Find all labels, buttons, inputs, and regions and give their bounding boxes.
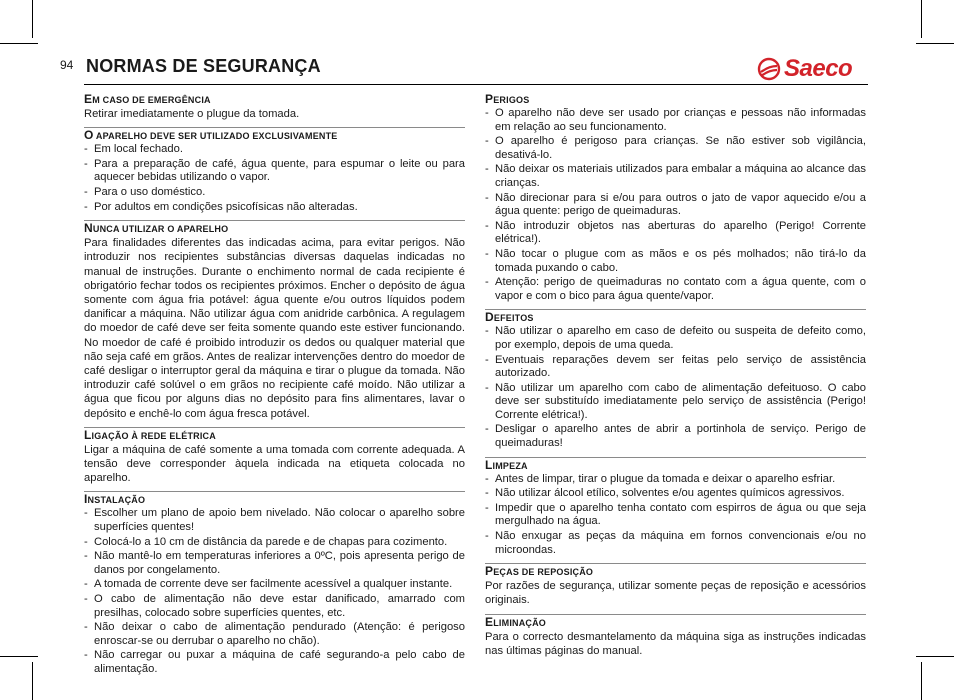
list-item: - O aparelho é perigoso para crianças. Se não estiver sob vigilância, desativá-lo. [485, 135, 866, 162]
crop-mark [0, 43, 38, 44]
list-item: - Não deixar os materiais utilizados para embalar a máquina ao alcance das crianças. [485, 163, 866, 190]
section-heading: EM CASO DE EMERGÊNCIA [84, 92, 211, 106]
section-paragraph: Para finalidades diferentes das indicadas acima, para evitar perigos. Não introduzir nos recipientes substâncias diversas daquelas indicadas no manual de instruções. Durante o enchimento normal de cada recipiente é obrigatório fechar todos os recipientes próximos. Encher o depósito de água somente com água fria potável: água quente e/ou outros líquidos podem danificar a máquina. Não utilizar água com anidride carbônica. A regulagem do moedor de café deve ser feita somente quando este estiver funcionando. No moedor de café é proibido introduzir os dedos ou qualquer material que não seja café em grãos. Antes de realizar intervenções dentro do moedor de café desligar o interruptor geral da máquina e tirar o plugue da tomada. Não introduzir café solúvel o em grãos no recipiente café moído. Não utilizar a água que ficou por alguns dias no depósito para fins alimentares, lavar o depósito e enchê-lo com água fresca potável. [84, 237, 465, 420]
list-item: - Em local fechado. [84, 143, 465, 157]
section-heading: INSTALAÇÃO [84, 491, 465, 506]
page-title: NORMAS DE SEGURANÇA [86, 56, 321, 76]
section-heading: NUNCA UTILIZAR O APARELHO [84, 220, 465, 235]
bullet-list [485, 473, 866, 558]
crop-mark [32, 662, 33, 700]
list-item: - Para o uso doméstico. [84, 186, 465, 200]
bullet-list [84, 507, 465, 676]
list-item: - Não utilizar um aparelho com cabo de alimentação defeituoso. O cabo deve ser substituído imediatamente pelo serviço de assistência (Perigo! Corrente elétrica!). [485, 382, 866, 423]
list-item: - Não tocar o plugue com as mãos e os pés molhados; não tirá-lo da tomada puxando o cabo. [485, 248, 866, 275]
bullet-list [84, 143, 465, 214]
saeco-emblem-icon [757, 57, 781, 81]
section [84, 94, 465, 121]
left-column [84, 94, 465, 683]
section [84, 220, 465, 421]
bullet-list [485, 107, 866, 303]
list-item: - Não carregar ou puxar a máquina de café segurando-a pelo cabo de alimentação. [84, 649, 465, 676]
saeco-logo [757, 55, 869, 83]
header-rule [84, 84, 868, 85]
list-item: - Escolher um plano de apoio bem nivelado. Não colocar o aparelho sobre superfícies quentes! [84, 507, 465, 534]
list-item: - Impedir que o aparelho tenha contato com espirros de água ou que seja mergulhado na água. [485, 502, 866, 529]
list-item: - O cabo de alimentação não deve estar danificado, amarrado com presilhas, colocado sobre superfícies quentes, etc. [84, 593, 465, 620]
crop-mark [0, 656, 38, 657]
list-item: - Não enxugar as peças da máquina em fornos convencionais e/ou no microondas. [485, 530, 866, 557]
list-item: - Antes de limpar, tirar o plugue da tomada e deixar o aparelho esfriar. [485, 473, 866, 487]
list-item: - Não utilizar álcool etílico, solventes e/ou agentes químicos agressivos. [485, 487, 866, 501]
section-paragraph: Para o correcto desmantelamento da máquina siga as instruções indicadas nas últimas páginas do manual. [485, 630, 866, 657]
list-item: - Eventuais reparações devem ser feitas pelo serviço de assistência autorizado. [485, 354, 866, 381]
section-heading: ELIMINAÇÃO [485, 614, 866, 629]
section-paragraph: Retirar imediatamente o plugue da tomada. [84, 108, 300, 120]
section [485, 614, 866, 658]
section [485, 94, 866, 303]
list-item: - Não utilizar o aparelho em caso de defeito ou suspeita de defeito como, por exemplo, depois de uma queda. [485, 325, 866, 352]
bullet-list [485, 325, 866, 450]
list-item: - Desligar o aparelho antes de abrir a portinhola de serviço. Perigo de queimaduras! [485, 423, 866, 450]
section-heading: O APARELHO DEVE SER UTILIZADO EXCLUSIVAMENTE [84, 127, 465, 142]
page-number: 94 [60, 58, 74, 72]
section [485, 563, 866, 607]
right-column [485, 94, 866, 664]
section [485, 309, 866, 450]
section-heading: LIGAÇÃO À REDE ELÉTRICA [84, 427, 465, 442]
crop-mark [32, 0, 33, 38]
section [84, 127, 465, 214]
section [485, 457, 866, 558]
section-heading: PERIGOS [485, 92, 530, 106]
section [84, 427, 465, 486]
crop-mark [916, 656, 954, 657]
list-item: - Por adultos em condições psicofísicas não alteradas. [84, 201, 465, 215]
list-item: - Para a preparação de café, água quente, para espumar o leite ou para aquecer bebidas utilizando o vapor. [84, 158, 465, 185]
section [84, 491, 465, 676]
crop-mark [921, 0, 922, 38]
section-heading: DEFEITOS [485, 309, 866, 324]
logo-text: Saeco [784, 55, 853, 82]
list-item: - Não direcionar para si e/ou para outros o jato de vapor aquecido e/ou a água quente: perigo de queimaduras. [485, 192, 866, 219]
section-paragraph: Por razões de segurança, utilizar somente peças de reposição e acessórios originais. [485, 580, 866, 607]
list-item: - A tomada de corrente deve ser facilmente acessível a qualquer instante. [84, 578, 465, 592]
list-item: - Não mantê-lo em temperaturas inferiores a 0ºC, pois apresenta perigo de danos por congelamento. [84, 550, 465, 577]
list-item: - Não deixar o cabo de alimentação pendurado (Atenção: é perigoso enroscar-se ou derrubar o aparelho no chão). [84, 621, 465, 648]
section-heading: LIMPEZA [485, 457, 866, 472]
crop-mark [916, 43, 954, 44]
list-item: - O aparelho não deve ser usado por crianças e pessoas não informadas em relação ao seu funcionamento. [485, 107, 866, 134]
section-paragraph: Ligar a máquina de café somente a uma tomada com corrente adequada. A tensão deve corresponder àquela indicada na etiqueta colocada no aparelho. [84, 443, 465, 485]
section-heading: PEÇAS DE REPOSIÇÃO [485, 563, 866, 578]
list-item: - Não introduzir objetos nas aberturas do aparelho (Perigo! Corrente elétrica!). [485, 220, 866, 247]
list-item: - Colocá-lo a 10 cm de distância da parede e de chapas para cozimento. [84, 536, 465, 550]
list-item: - Atenção: perigo de queimaduras no contato com a água quente, com o vapor e com o bico para água quente/vapor. [485, 276, 866, 303]
crop-mark [921, 662, 922, 700]
